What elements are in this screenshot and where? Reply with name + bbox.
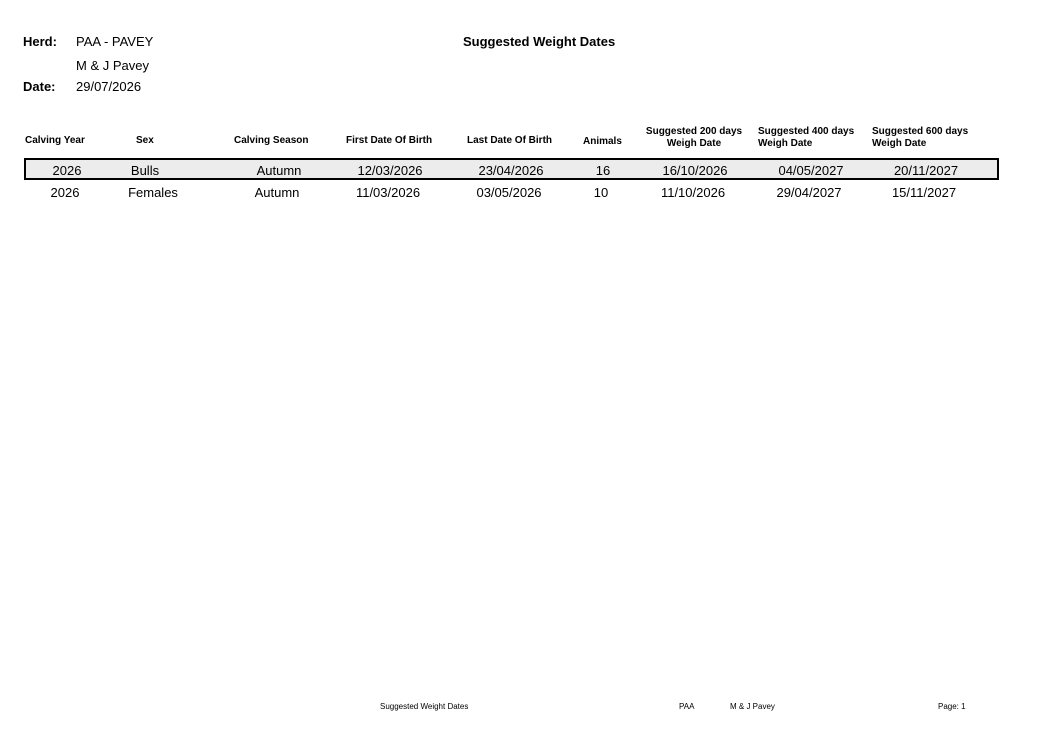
table-row[interactable] — [24, 158, 999, 180]
cell-sex: Females — [128, 185, 178, 200]
date-label: Date: — [23, 79, 56, 94]
col-header-400-days-line1: Suggested 400 days — [758, 126, 855, 137]
cell-calving-year: 2026 — [50, 185, 80, 200]
col-header-400-days — [758, 126, 854, 150]
cell-calving-season: Autumn — [256, 163, 302, 178]
footer-report-name: Suggested Weight Dates — [380, 702, 469, 711]
col-header-200-days-line2: Weigh Date — [666, 138, 722, 149]
footer-herd-code: PAA — [679, 702, 695, 711]
report-title: Suggested Weight Dates — [463, 34, 616, 49]
herd-value: PAA - PAVEY — [76, 34, 154, 49]
col-header-animals: Animals — [583, 136, 622, 147]
col-header-600-days — [872, 126, 968, 150]
cell-calving-year: 2026 — [52, 163, 82, 178]
col-header-200-days-line1: Suggested 200 days — [645, 126, 743, 137]
footer-page-number: Page: 1 — [938, 702, 966, 711]
col-header-first-dob: First Date Of Birth — [346, 135, 433, 146]
cell-last-dob: 03/05/2026 — [476, 185, 542, 200]
cell-400-days: 29/04/2027 — [776, 185, 842, 200]
footer-owner: M & J Pavey — [730, 702, 775, 711]
col-header-calving-season: Calving Season — [234, 135, 309, 146]
col-header-400-days-line2: Weigh Date — [758, 138, 813, 149]
cell-calving-season: Autumn — [254, 185, 300, 200]
date-value: 29/07/2026 — [76, 79, 142, 94]
cell-600-days: 20/11/2027 — [893, 163, 959, 178]
cell-first-dob: 12/03/2026 — [357, 163, 423, 178]
cell-200-days: 16/10/2026 — [662, 163, 728, 178]
cell-200-days: 11/10/2026 — [660, 185, 726, 200]
cell-400-days: 04/05/2027 — [778, 163, 844, 178]
cell-animals: 16 — [595, 163, 611, 178]
cell-first-dob: 11/03/2026 — [355, 185, 421, 200]
col-header-sex: Sex — [136, 135, 154, 146]
owner-name: M & J Pavey — [76, 58, 149, 73]
cell-animals: 10 — [593, 185, 609, 200]
cell-sex: Bulls — [130, 163, 160, 178]
herd-label: Herd: — [23, 34, 57, 49]
col-header-200-days — [645, 126, 743, 150]
col-header-600-days-line2: Weigh Date — [872, 138, 927, 149]
col-header-calving-year: Calving Year — [25, 135, 85, 146]
cell-600-days: 15/11/2027 — [891, 185, 957, 200]
cell-last-dob: 23/04/2026 — [478, 163, 544, 178]
table-row[interactable] — [24, 182, 999, 204]
col-header-600-days-line1: Suggested 600 days — [872, 126, 969, 137]
col-header-last-dob: Last Date Of Birth — [467, 135, 553, 146]
